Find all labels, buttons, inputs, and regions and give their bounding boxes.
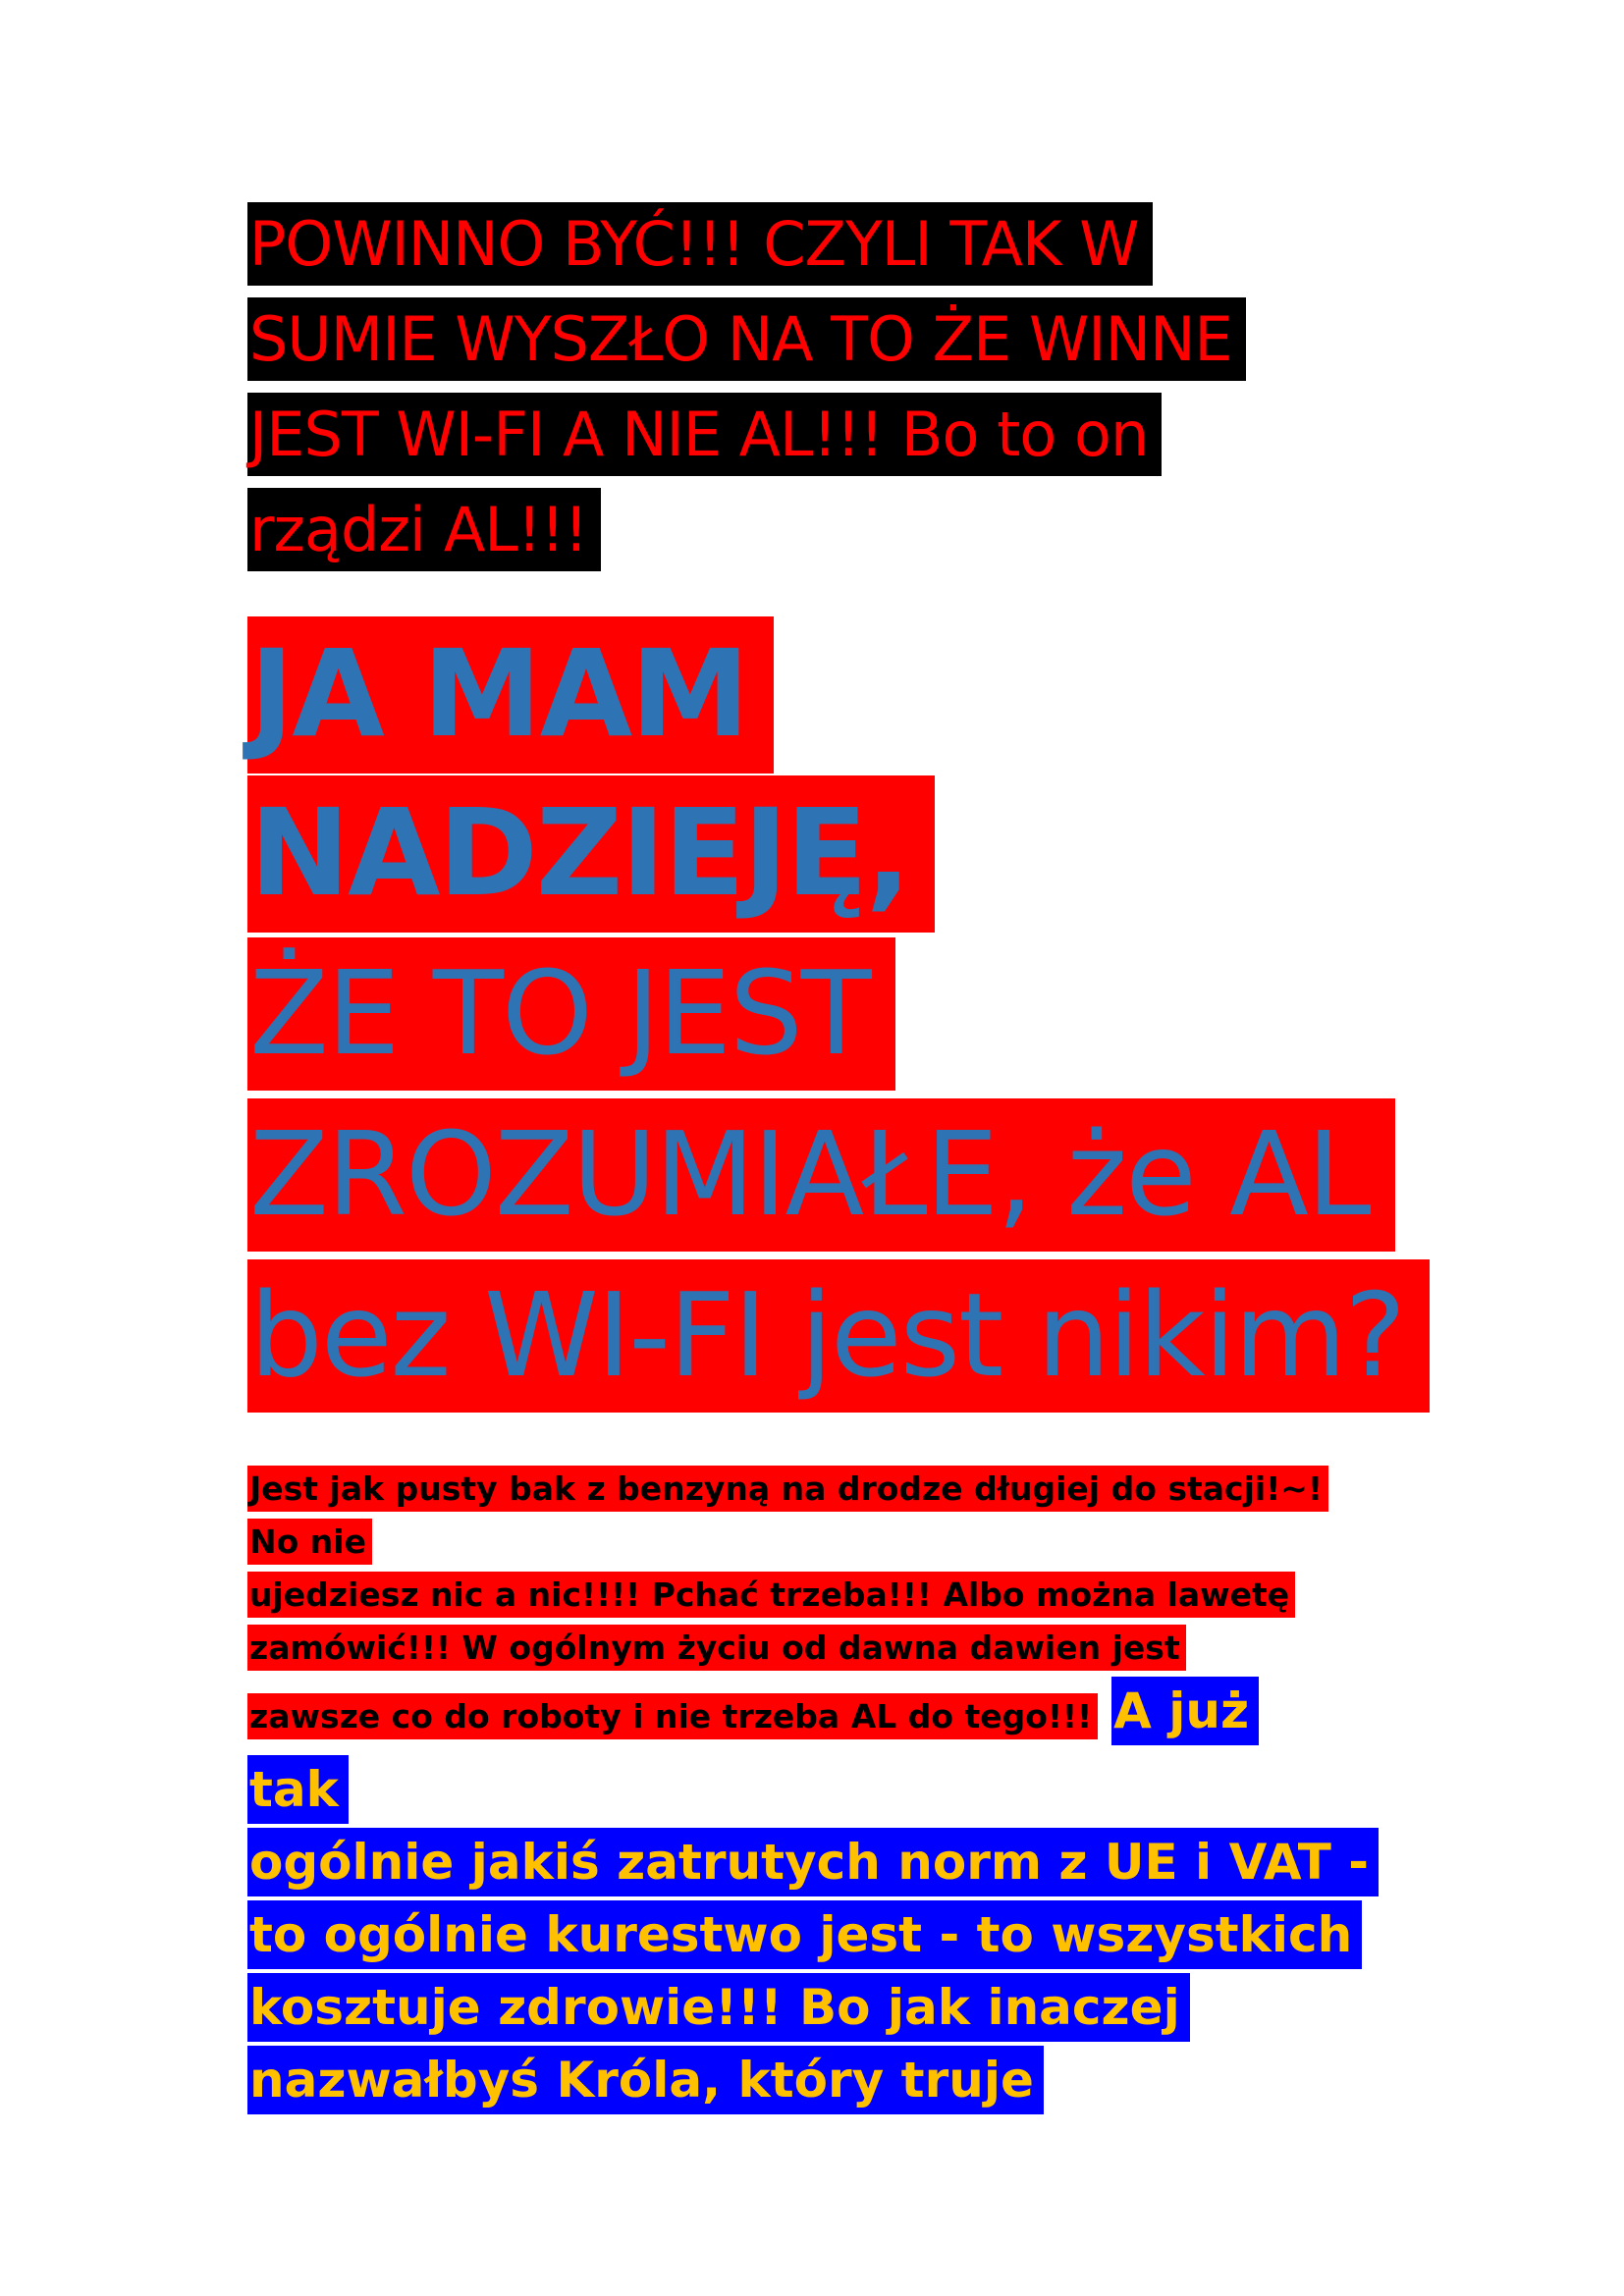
paragraph-3-line-3: ujedziesz nic a nic!!!! Pchać trzeba!!! Albo można lawetę bbox=[247, 1572, 1295, 1618]
paragraph-3-yellow-line-5: nazwałbyś Króla, który truje bbox=[247, 2046, 1044, 2114]
paragraph-3-line-4: zamówić!!! W ogólnym życiu od dawna dawien jest bbox=[247, 1625, 1186, 1671]
paragraph-1-line-3: JEST WI-FI A NIE AL!!! Bo to on bbox=[247, 393, 1162, 476]
paragraph-3-yellow-inline: A już bbox=[1111, 1677, 1259, 1745]
paragraph-1-line-2: SUMIE WYSZŁO NA TO ŻE WINNE bbox=[247, 297, 1246, 381]
paragraph-2-heading: JA MAM NADZIEJĘ, bbox=[247, 616, 935, 933]
paragraph-2 bbox=[247, 614, 1445, 1415]
paragraph-3-line-2: No nie bbox=[247, 1519, 372, 1565]
paragraph-3-line-1: Jest jak pusty bak z benzyną na drodze długiej do stacji!~! bbox=[247, 1466, 1328, 1512]
paragraph-3-yellow-line-3: to ogólnie kurestwo jest - to wszystkich bbox=[247, 1900, 1362, 1969]
paragraph-3-yellow-line-4: kosztuje zdrowie!!! Bo jak inaczej bbox=[247, 1973, 1190, 2042]
paragraph-2-line-4: bez WI-FI jest nikim? bbox=[247, 1259, 1430, 1413]
paragraph-2-line-3: ZROZUMIAŁE, że AL bbox=[247, 1098, 1395, 1252]
paragraph-2-line-2: ŻE TO JEST bbox=[247, 937, 895, 1091]
document-page bbox=[247, 196, 1445, 2116]
paragraph-3-yellow-line-1: tak bbox=[247, 1755, 349, 1824]
paragraph-3 bbox=[247, 1463, 1445, 2116]
paragraph-1 bbox=[247, 196, 1445, 577]
paragraph-3-yellow-line-2: ogólnie jakiś zatrutych norm z UE i VAT - bbox=[247, 1828, 1379, 1896]
paragraph-3-line-5: zawsze co do roboty i nie trzeba AL do tego!!! bbox=[247, 1693, 1098, 1739]
paragraph-1-line-1: POWINNO BYĆ!!! CZYLI TAK W bbox=[247, 202, 1153, 286]
paragraph-1-line-4: rządzi AL!!! bbox=[247, 488, 601, 571]
